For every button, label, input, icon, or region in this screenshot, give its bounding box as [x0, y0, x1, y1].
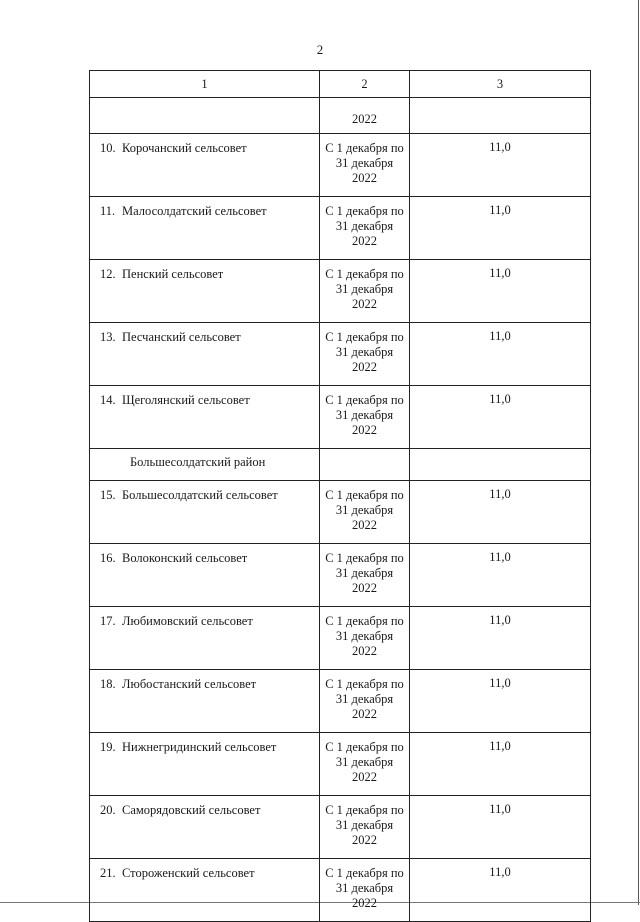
period-cell — [320, 260, 410, 323]
page-number: 2 — [316, 42, 324, 57]
period-cell — [320, 544, 410, 607]
value-cell: 11,0 — [410, 197, 591, 260]
district-col-2 — [320, 449, 410, 481]
settlement-name: Волоконский сельсовет — [122, 551, 248, 565]
table-row — [90, 260, 591, 323]
period-line-1: С 1 декабря по — [325, 267, 404, 281]
period-line-2: 31 декабря — [335, 503, 394, 517]
period-line-3: 2022 — [352, 770, 377, 784]
period-line-1: С 1 декабря по — [325, 551, 404, 565]
value-cell: 11,0 — [410, 733, 591, 796]
period-line-3: 2022 — [352, 896, 377, 910]
table-row — [90, 544, 591, 607]
settlement-cell — [90, 481, 320, 544]
continuation-period: 2022 — [320, 98, 410, 134]
settlement-name: Песчанский сельсовет — [122, 330, 241, 344]
settlement-cell — [90, 260, 320, 323]
period-cell — [320, 386, 410, 449]
settlement-name: Любимовский сельсовет — [122, 614, 253, 628]
value-cell: 11,0 — [410, 544, 591, 607]
settlement-cell — [90, 197, 320, 260]
period-line-2: 31 декабря — [335, 818, 394, 832]
period-line-3: 2022 — [352, 423, 377, 437]
table-row — [90, 323, 591, 386]
period-line-3: 2022 — [352, 234, 377, 248]
period-line-1: С 1 декабря по — [325, 614, 404, 628]
period-line-2: 31 декабря — [335, 692, 394, 706]
row-number: 17. — [100, 614, 116, 628]
value-cell: 11,0 — [410, 481, 591, 544]
header-col-2: 2 — [320, 71, 410, 98]
period-line-1: С 1 декабря по — [325, 866, 404, 880]
settlement-name: Малосолдатский сельсовет — [122, 204, 267, 218]
period-cell — [320, 323, 410, 386]
value-cell: 11,0 — [410, 670, 591, 733]
period-line-1: С 1 декабря по — [325, 677, 404, 691]
period-line-3: 2022 — [352, 833, 377, 847]
continuation-col-1 — [90, 98, 320, 134]
table-row — [90, 134, 591, 197]
table-header-row — [90, 71, 591, 98]
data-table — [89, 70, 591, 922]
period-line-2: 31 декабря — [335, 755, 394, 769]
table-row — [90, 859, 591, 922]
period-cell — [320, 481, 410, 544]
period-cell — [320, 796, 410, 859]
settlement-name: Корочанский сельсовет — [122, 141, 247, 155]
settlement-name: Пенский сельсовет — [122, 267, 224, 281]
value-cell: 11,0 — [410, 134, 591, 197]
period-cell — [320, 859, 410, 922]
settlement-name: Нижнегридинский сельсовет — [122, 740, 277, 754]
period-line-3: 2022 — [352, 297, 377, 311]
district-col-3 — [410, 449, 591, 481]
row-number: 19. — [100, 740, 116, 754]
settlement-cell — [90, 544, 320, 607]
period-line-2: 31 декабря — [335, 345, 394, 359]
settlement-name: Саморядовский сельсовет — [122, 803, 261, 817]
row-number: 16. — [100, 551, 116, 565]
period-line-3: 2022 — [352, 518, 377, 532]
period-line-2: 31 декабря — [335, 219, 394, 233]
value-cell: 11,0 — [410, 386, 591, 449]
period-line-1: С 1 декабря по — [325, 330, 404, 344]
table-row — [90, 670, 591, 733]
period-line-2: 31 декабря — [335, 408, 394, 422]
table-row — [90, 796, 591, 859]
settlement-name: Большесолдатский сельсовет — [122, 488, 278, 502]
settlement-name: Щеголянский сельсовет — [122, 393, 250, 407]
period-line-1: С 1 декабря по — [325, 740, 404, 754]
row-number: 11. — [100, 204, 116, 218]
period-line-3: 2022 — [352, 581, 377, 595]
row-number: 14. — [100, 393, 116, 407]
header-col-3: 3 — [410, 71, 591, 98]
page-edge-right — [638, 0, 639, 905]
period-line-1: С 1 декабря по — [325, 141, 404, 155]
settlement-name: Любостанский сельсовет — [122, 677, 257, 691]
period-line-2: 31 декабря — [335, 156, 394, 170]
period-cell — [320, 670, 410, 733]
period-line-1: С 1 декабря по — [325, 488, 404, 502]
settlement-cell — [90, 796, 320, 859]
period-line-2: 31 декабря — [335, 282, 394, 296]
period-cell — [320, 197, 410, 260]
row-number: 20. — [100, 803, 116, 817]
row-number: 21. — [100, 866, 116, 880]
continuation-row — [90, 98, 591, 134]
table-body — [90, 71, 591, 922]
row-number: 15. — [100, 488, 116, 502]
settlement-cell — [90, 859, 320, 922]
value-cell: 11,0 — [410, 323, 591, 386]
row-number: 10. — [100, 141, 116, 155]
header-col-1: 1 — [90, 71, 320, 98]
period-line-1: С 1 декабря по — [325, 393, 404, 407]
settlement-cell — [90, 134, 320, 197]
value-cell: 11,0 — [410, 859, 591, 922]
continuation-col-3 — [410, 98, 591, 134]
period-line-3: 2022 — [352, 171, 377, 185]
period-line-2: 31 декабря — [335, 566, 394, 580]
period-cell — [320, 607, 410, 670]
table-row — [90, 386, 591, 449]
period-cell — [320, 733, 410, 796]
row-number: 18. — [100, 677, 116, 691]
district-row — [90, 449, 591, 481]
period-line-1: С 1 декабря по — [325, 803, 404, 817]
period-line-2: 31 декабря — [335, 881, 394, 895]
period-line-3: 2022 — [352, 360, 377, 374]
settlement-cell — [90, 733, 320, 796]
value-cell: 11,0 — [410, 260, 591, 323]
table-row — [90, 481, 591, 544]
settlement-cell — [90, 323, 320, 386]
period-line-2: 31 декабря — [335, 629, 394, 643]
settlement-cell — [90, 670, 320, 733]
row-number: 13. — [100, 330, 116, 344]
settlement-cell — [90, 607, 320, 670]
period-line-3: 2022 — [352, 707, 377, 721]
table-row — [90, 733, 591, 796]
district-name: Большесолдатский район — [90, 449, 320, 481]
period-line-3: 2022 — [352, 644, 377, 658]
value-cell: 11,0 — [410, 607, 591, 670]
settlement-name: Стороженский сельсовет — [122, 866, 255, 880]
settlement-cell — [90, 386, 320, 449]
row-number: 12. — [100, 267, 116, 281]
table-row — [90, 607, 591, 670]
period-cell — [320, 134, 410, 197]
value-cell: 11,0 — [410, 796, 591, 859]
period-line-1: С 1 декабря по — [325, 204, 404, 218]
table-row — [90, 197, 591, 260]
